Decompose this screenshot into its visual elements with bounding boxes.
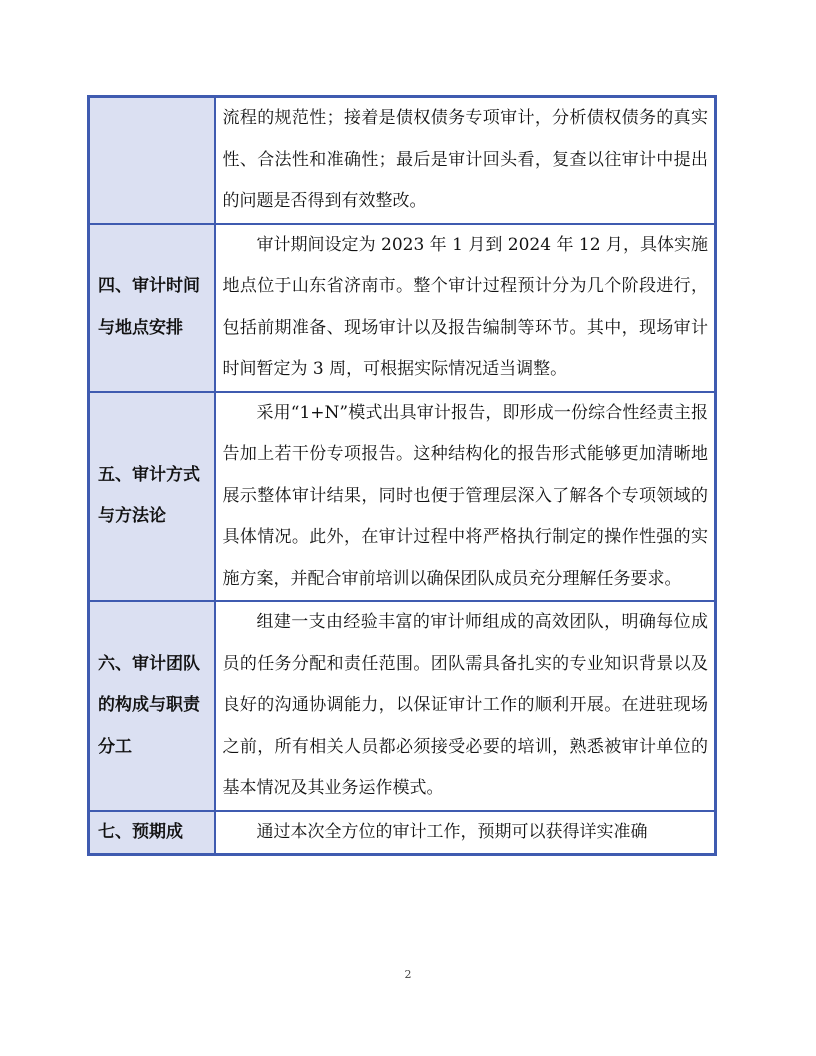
table-row: [89, 392, 716, 602]
paragraph: 通过本次全方位的审计工作，预期可以获得详实准确: [256, 821, 648, 842]
row-label-continued: [89, 97, 215, 224]
row-label-expected: 七、预期成: [89, 811, 215, 855]
paragraph: 组建一支由经验丰富的审计师组成的高效团队，明确每位成员的任务分配和责任范围。团队需具备扎实的专业知识背景以及良好的沟通协调能力，以保证审计工作的顺利开展。在进驻现场之前，所有相关人员都必须接受必要的培训，熟悉被审计单位的基本情况及其业务运作模式。: [222, 612, 708, 798]
page-number: 2: [404, 968, 412, 981]
table-row: [89, 97, 716, 224]
row-content-expected: [215, 811, 716, 855]
audit-plan-table: [87, 95, 717, 856]
row-content-continued: [215, 97, 716, 224]
row-label-time-location: 四、审计时间与地点安排: [89, 224, 215, 392]
paragraph: 审计期间设定为 2023 年 1 月到 2024 年 12 月，具体实施地点位于山东省济南市。整个审计过程预计分为几个阶段进行，包括前期准备、现场审计以及报告编制等环节。其中，现场审计时间暂定为 3 周，可根据实际情况适当调整。: [222, 234, 708, 379]
row-content-methodology: [215, 392, 716, 602]
row-content-team: [215, 601, 716, 811]
paragraph: 流程的规范性；接着是债权债务专项审计，分析债权债务的真实性、合法性和准确性；最后是审计回头看，复查以往审计中提出的问题是否得到有效整改。: [222, 108, 708, 211]
row-content-time-location: [215, 224, 716, 392]
row-label-team: 六、审计团队的构成与职责分工: [89, 601, 215, 811]
table-row: [89, 601, 716, 811]
row-label-methodology: 五、审计方式与方法论: [89, 392, 215, 602]
paragraph: 采用“1+N”模式出具审计报告，即形成一份综合性经责主报告加上若干份专项报告。这种结构化的报告形式能够更加清晰地展示整体审计结果，同时也便于管理层深入了解各个专项领域的具体情况。此外，在审计过程中将严格执行制定的操作性强的实施方案，并配合审前培训以确保团队成员充分理解任务要求。: [222, 402, 708, 589]
table-row: [89, 224, 716, 392]
table-row: [89, 811, 716, 855]
